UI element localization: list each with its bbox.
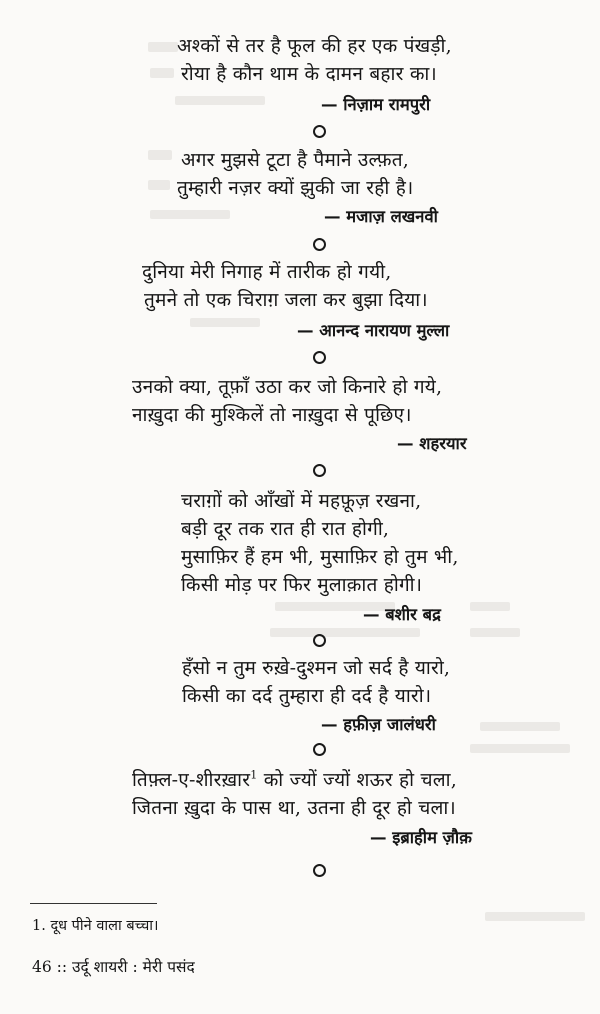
couplet-6-line-2: किसी का दर्द तुम्हारा ही दर्द है यारो। <box>182 685 432 707</box>
couplet-3-line-1: दुनिया मेरी निगाह में तारीक हो गयी, <box>142 261 392 283</box>
footnote: 1. दूध पीने वाला बच्चा। <box>32 918 159 934</box>
separator-circle <box>313 351 326 364</box>
separator-circle <box>313 125 326 138</box>
bleed-through-mark <box>148 42 178 52</box>
couplet-7-poet: — इब्राहीम ज़ौक़ <box>370 828 472 847</box>
bleed-through-mark <box>175 96 265 105</box>
couplet-5-line-2: बड़ी दूर तक रात ही रात होगी, <box>181 518 390 540</box>
couplet-3-line-2: तुमने तो एक चिराग़ जला कर बुझा दिया। <box>144 289 428 311</box>
couplet-5-poet: — बशीर बद्र <box>363 605 441 624</box>
couplet-1-line-2: रोया है कौन थाम के दामन बहार का। <box>181 63 437 85</box>
couplet-7-line-1 <box>132 768 457 792</box>
bleed-through-mark <box>148 150 172 160</box>
footnote-marker: 1 <box>250 768 258 782</box>
couplet-2-poet: — मजाज़ लखनवी <box>324 207 438 226</box>
couplet-4-line-1: उनको क्या, तूफ़ाँ उठा कर जो किनारे हो गये, <box>132 376 443 398</box>
bleed-through-mark <box>148 180 170 190</box>
couplet-5-line-4: किसी मोड़ पर फिर मुलाक़ात होगी। <box>181 574 423 596</box>
couplet-7-line-1-end: को ज्यों ज्यों शऊर हो चला, <box>257 769 457 791</box>
bleed-through-mark <box>480 722 560 731</box>
couplet-2-line-1: अगर मुझसे टूटा है पैमाने उल्फ़त, <box>181 149 410 171</box>
bleed-through-mark <box>470 744 570 753</box>
separator-circle <box>313 864 326 877</box>
separator-circle <box>313 634 326 647</box>
couplet-5-line-1: चराग़ों को आँखों में महफ़ूज़ रखना, <box>181 490 422 512</box>
couplet-6-poet: — हफ़ीज़ जालंधरी <box>321 715 436 734</box>
bleed-through-mark <box>470 628 520 637</box>
bleed-through-mark <box>190 318 260 327</box>
separator-circle <box>313 464 326 477</box>
bleed-through-mark <box>485 912 585 921</box>
couplet-2-line-2: तुम्हारी नज़र क्यों झुकी जा रही है। <box>177 177 414 199</box>
footnote-rule <box>30 903 157 904</box>
couplet-7-line-1-start: तिफ़्ल-ए-शीरख़ार <box>132 769 251 791</box>
bleed-through-mark <box>270 628 420 637</box>
couplet-4-line-2: नाख़ुदा की मुश्किलें तो नाख़ुदा से पूछिए। <box>132 404 412 426</box>
separator-circle <box>313 743 326 756</box>
separator-circle <box>313 238 326 251</box>
bleed-through-mark <box>150 68 174 78</box>
bleed-through-mark <box>470 602 510 611</box>
couplet-1-poet: — निज़ाम रामपुरी <box>321 95 431 114</box>
bleed-through-mark <box>150 210 230 219</box>
page-footer: 46 :: उर्दू शायरी : मेरी पसंद <box>32 958 195 976</box>
couplet-4-poet: — शहरयार <box>397 434 467 453</box>
couplet-5-line-3: मुसाफ़िर हैं हम भी, मुसाफ़िर हो तुम भी, <box>181 546 459 568</box>
couplet-7-line-2: जितना ख़ुदा के पास था, उतना ही दूर हो चला। <box>132 797 456 819</box>
couplet-3-poet: — आनन्द नारायण मुल्ला <box>297 321 450 340</box>
couplet-1-line-1: अश्कों से तर है फूल की हर एक पंखड़ी, <box>177 35 452 57</box>
couplet-6-line-1: हँसो न तुम रुख़े-दुश्मन जो सर्द है यारो, <box>182 657 451 679</box>
